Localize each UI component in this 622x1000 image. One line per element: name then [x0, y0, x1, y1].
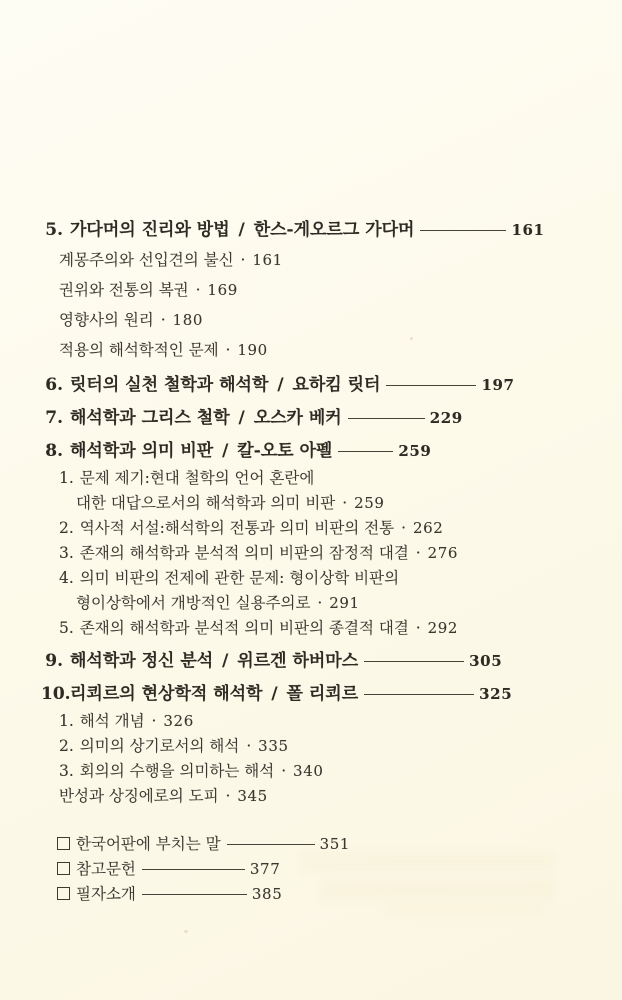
slash-separator: / [265, 684, 284, 704]
page-number: 161 [252, 251, 283, 269]
page-number: 259 [398, 442, 432, 460]
toc-entry-sub [41, 275, 592, 305]
toc-entry-chapter [41, 373, 592, 398]
page-number: 291 [329, 594, 360, 612]
chapter-title: 리쾨르의 현상학적 해석학 [70, 684, 263, 704]
toc-entry-chapter [41, 649, 592, 674]
toc-entry-sub [41, 616, 592, 641]
toc-entry-sub [41, 541, 592, 566]
checkbox-square-icon [57, 887, 70, 900]
toc-entry-chapter [41, 439, 592, 464]
sub-title: 권위와 전통의 복권 [59, 281, 189, 299]
dot-separator: · [337, 494, 353, 512]
toc-entry-chapter [41, 682, 592, 707]
dot-leader-line [338, 451, 393, 452]
toc-entry-sub [41, 245, 592, 275]
page-number: 169 [207, 281, 238, 299]
sub-title: 반성과 상징에로의 도피 [59, 787, 219, 805]
chapter-author: 오스카 베커 [253, 408, 342, 428]
appendix-list [41, 832, 592, 907]
page-number: 385 [251, 885, 283, 903]
toc-entry-sub [41, 784, 592, 809]
sub-number: 1. [59, 712, 74, 730]
toc-entry-sub [41, 591, 592, 616]
dot-leader-line [142, 894, 247, 895]
page-number: 229 [429, 409, 463, 427]
page-number: 325 [479, 685, 513, 703]
chapter-number: 10. [41, 684, 71, 704]
toc-entry-appendix [41, 882, 592, 907]
sub-title: 적용의 해석학적인 문제 [59, 341, 219, 359]
toc-entry-sub [41, 709, 592, 734]
dot-separator: · [220, 341, 236, 359]
chapter-number: 5. [45, 220, 63, 240]
sub-title: 존재의 해석학과 분석적 의미 비판의 종결적 대결 [79, 619, 409, 637]
toc-entry-sub [41, 759, 592, 784]
toc-entry-sub [41, 516, 592, 541]
sub-number: 2. [59, 737, 74, 755]
page-number: 180 [172, 311, 203, 329]
sub-number: 5. [59, 619, 74, 637]
page-number: 262 [412, 519, 444, 537]
dot-separator: · [312, 594, 328, 612]
chapter-title: 해석학과 의미 비판 [70, 441, 214, 461]
page-number: 190 [237, 341, 268, 359]
chapter-number: 9. [45, 651, 63, 671]
appendix-title: 한국어판에 부치는 말 [76, 835, 221, 853]
chapter-title: 해석학과 그리스 철학 [70, 408, 230, 428]
sub-title: 영향사의 원리 [59, 311, 154, 329]
page-number: 345 [237, 787, 268, 805]
sub-title: 의미의 상기로서의 해석 [79, 737, 240, 755]
page-number: 305 [469, 652, 503, 670]
chapter-author: 한스-게오르그 가다머 [253, 220, 415, 240]
chapter-title: 해석학과 정신 분석 [70, 651, 214, 671]
page-number: 259 [354, 494, 385, 512]
toc-entry-sub [41, 305, 592, 335]
sub-title: 역사적 서설:해석학의 전통과 의미 비판의 전통 [79, 519, 395, 537]
dot-separator: · [396, 519, 411, 537]
dot-leader-line [386, 385, 476, 386]
dot-leader-line [348, 418, 425, 419]
sub-number: 4. [59, 569, 74, 587]
slash-separator: / [232, 220, 251, 240]
dot-separator: · [241, 737, 257, 755]
sub-number: 2. [59, 519, 74, 537]
checkbox-square-icon [57, 862, 70, 875]
chapter-number: 6. [45, 375, 63, 395]
dot-leader-line [420, 230, 506, 231]
toc-entry-sub [41, 335, 592, 365]
page-number: 197 [481, 376, 515, 394]
sub-title: 대한 대답으로서의 해석학과 의미 비판 [76, 494, 336, 512]
sub-title: 회의의 수행을 의미하는 해석 [79, 762, 275, 780]
toc-entry-chapter [41, 218, 592, 243]
page-number: 377 [249, 860, 281, 878]
sub-title: 존재의 해석학과 분석적 의미 비판의 잠정적 대결 [79, 544, 409, 562]
chapter-title: 릿터의 실천 철학과 해석학 [70, 375, 269, 395]
toc-entry-sub [41, 566, 592, 591]
chapter-title: 가다머의 진리와 방법 [70, 220, 230, 240]
dot-separator: · [410, 619, 426, 637]
page-number: 161 [511, 221, 545, 239]
toc-list [41, 218, 592, 809]
dot-leader-line [227, 844, 315, 845]
dot-separator: · [276, 762, 292, 780]
checkbox-square-icon [57, 837, 70, 850]
slash-separator: / [216, 651, 235, 671]
dot-leader-line [364, 661, 464, 662]
slash-separator: / [216, 441, 235, 461]
sub-number: 1. [59, 469, 74, 487]
page-number: 276 [427, 544, 459, 562]
chapter-number: 8. [45, 441, 63, 461]
chapter-author: 칼-오토 아펠 [237, 441, 333, 461]
appendix-title: 참고문헌 [76, 860, 136, 878]
sub-number: 3. [59, 544, 74, 562]
page-number: 326 [163, 712, 194, 730]
dot-separator: · [155, 311, 171, 329]
slash-separator: / [271, 375, 290, 395]
dot-separator: · [220, 787, 236, 805]
paper-speck [184, 930, 188, 933]
toc-entry-sub [41, 466, 592, 491]
slash-separator: / [232, 408, 251, 428]
dot-leader-line [364, 694, 474, 695]
sub-number: 3. [59, 762, 74, 780]
toc-entry-chapter [41, 406, 592, 431]
toc-entry-appendix [41, 832, 592, 857]
sub-title: 해석 개념 [79, 712, 145, 730]
sub-title: 문제 제기:현대 철학의 언어 혼란에 [79, 469, 315, 487]
dot-leader-line [142, 869, 245, 870]
dot-separator: · [235, 251, 251, 269]
toc-entry-sub [41, 491, 592, 516]
sub-title: 계몽주의와 선입견의 불신 [59, 251, 234, 269]
chapter-author: 폴 리쾨르 [286, 684, 359, 704]
page-number: 335 [258, 737, 289, 755]
appendix-title: 필자소개 [76, 885, 136, 903]
sub-title: 형이상학에서 개방적인 실용주의로 [76, 594, 311, 612]
dot-separator: · [190, 281, 206, 299]
toc-entry-sub [41, 734, 592, 759]
sub-title: 의미 비판의 전제에 관한 문제: 형이상학 비판의 [79, 569, 400, 587]
page-number: 292 [427, 619, 459, 637]
chapter-number: 7. [45, 408, 63, 428]
toc-entry-appendix [41, 857, 592, 882]
page-number: 340 [293, 762, 324, 780]
chapter-author: 위르겐 하버마스 [237, 651, 359, 671]
dot-separator: · [410, 544, 426, 562]
dot-separator: · [146, 712, 162, 730]
page-number: 351 [319, 835, 351, 853]
chapter-author: 요하킴 릿터 [292, 375, 381, 395]
